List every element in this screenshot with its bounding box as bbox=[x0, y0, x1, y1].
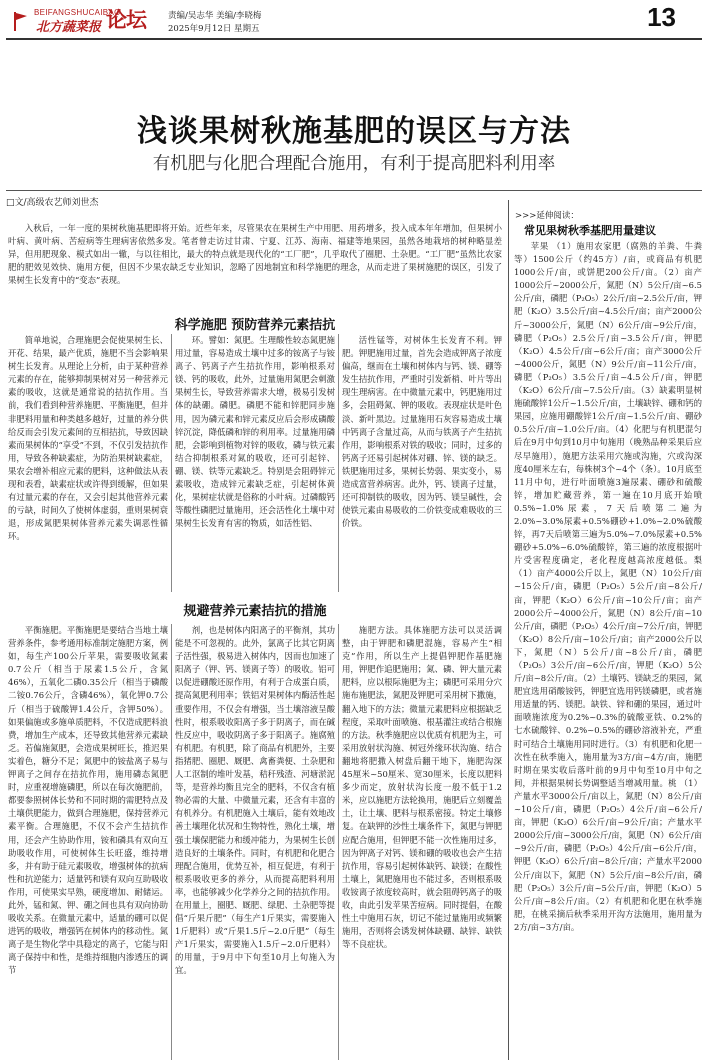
section1-col2-text: 环。譬如：氮肥。生理酸性较态氮肥施用过量，容易造成土壤中过多的铵离子与铵离子、钙离子产生拮抗作用，影响根系对镁、钙的吸收，此外，过量施用氮肥会刺激果树生长，导致营养需求大增，极易引发树体的缺硼。磷肥。磷肥不能和锌肥同步施用，因为磷元素和锌元素反应后会形成磷酸锌沉淀，降低磷和锌的利用率。过量施用磷肥，会影响到植物对锌的吸收，磷与铁元素结合抑制根系对氮的吸收，还可引起锌、硼、镁、铁等元素缺乏。特别是会阻碍锌元素吸收，造成锌元素缺乏症，引起树体黄化，果树症状就是俗称的小叶病。过磷酸钙等酸性磷肥过量施用，还会活性化土壤中对果树生长发育有害的物质，如活性铝、 bbox=[175, 335, 335, 529]
issue-date: 2025年9月12日 星期五 bbox=[168, 24, 260, 34]
paper-logo: 北方蔬菜报 bbox=[36, 20, 102, 35]
article-subtitle: 有机肥与化肥合理配合施用，有利于提高肥料利用率 bbox=[152, 154, 556, 174]
article-title: 浅谈果树秋施基肥的误区与方法 bbox=[137, 114, 571, 149]
section2-col2-text: 剂，也是树体内阳离子的平衡剂，其功能是不可忽视的。此外，氯离子比其它阴离子活性强，极易进入树体内，因而也加速了阳离子（钾、钙、镁离子等）的吸收。铝可以促进硼酸还原作用，有利于合成蛋白质，提高氮肥利用率；铁铝对果树体内酶活性起重要作用，不仅会有增强，当土壤溶液呈酸性时，根系吸收阳离子多于阴离子，而在碱性反应中，吸收阴离子多于阳离子。施腐殖有机肥。有机肥，除了商品有机肥外，主要指猪肥、圈肥、厩肥、禽畜粪便、土杂肥和人工沤制的堆叶发基，秸秆残渣、河塘淤泥等，是营养均衡且完全的肥料，不仅含有植物必需的大量、中微量元素，还含有丰富的有机养分。有机肥施入土壤后，能有效地改善土壤理化状况和生物特性，熟化土壤，增强土壤保肥能力和缓冲能力，为果树生长创造良好的土壤条件。同时，有机肥和化肥合理配合施用，优势互补，相互促进，有利于根系吸收更多的养分，从而提高肥料利用率，也能够减少化学养分之间的拮抗作用。在用量上，圈肥、厩肥、绿肥、土杂肥等提倡“斤果斤肥”（每生产1斤果实，需要施入1斤肥料）或“斤果1.5斤~2.0斤肥”（每生产1斤果实，需要施入1.5斤~2.0斤肥料）的用量，于9月中下旬至10月上旬施入为宜。 bbox=[175, 625, 335, 976]
page-number: 13 bbox=[647, 2, 676, 32]
column-divider bbox=[338, 334, 339, 592]
sidebar-title: 常见果树秋季基肥用量建议 bbox=[524, 224, 656, 237]
section-name: 论坛 bbox=[106, 8, 146, 32]
section1-column-3 bbox=[342, 334, 502, 592]
paper-latin-name: BEIFANGSHUCAIBAO bbox=[34, 8, 121, 17]
section2-col3-text: 施肥方法。具体施肥方法可以灵活调整，由于钾肥和磷肥混施，容易产生“相克”作用，所以生产上提倡钾肥作基肥施用，钾肥作追肥施用；氮、磷、钾大量元素肥料，应以根际施肥为主；磷肥可采用分穴施布施肥法，氮肥及钾肥可采用树下撒施，翻入地下的方法；微量元素肥料应根据缺乏程度，采取叶面喷施、根基灌注或结合根施的方法。秋季施肥应以优质有机肥为主，可采用放射状沟施、树冠外缘环状沟施、结合翻地将肥撒入树盘后翻干地下，施肥沟深45厘米~50厘米、宽30厘米，长度以肥料多少而定，放射状沟长度一般不低于1.2米，应以施肥方法轮换用，施肥后立刻覆盖土，让土壤、肥料与根系密接。特定土壤修复。在缺钾的沙性土壤条件下，氮肥与钾肥应配合施用，但钾肥不能一次性施用过多，因为钾离子对钙、镁和硼的吸收也会产生拮抗作用，容易引起树体缺钙、缺镁；在酸性土壤上，氮肥施用也不能过多，否则根系吸收铵离子浓度较高时，就会阻碍钙离子的吸收，由此引发苹果苦痘病。同时提倡，在酸性土中施用石灰，切记不能过量施用或频繁施用，否则将会诱发树体缺硼、缺锌、缺铁等不良症状。 bbox=[342, 625, 502, 950]
section2-column-2 bbox=[175, 624, 335, 1060]
masthead-rule bbox=[6, 38, 702, 40]
section1-col3-text: 活性锰等，对树体生长发育不利。钾肥。钾肥施用过量，首先会造成钾离子浓度偏高，继而在土壤和树体内与钙、镁、硼等发生拮抗作用，严重时引发新梢、叶片等出现生理病害。在中微量元素中，钙肥施用过多，会阻碍氮、钾的吸收。表现症状是叶色淡、新叶黑边。过量施用石灰容易造成土壤中钙离子含量过高，从而与铁离子产生拮抗作用，影响根系对铁的吸收；同时，过多的钙离子还易引起树体对硼、锌、镁的缺乏。铁肥施用过多，果树长势弱、果实变小，易造成富营养病害。此外，钙、镁离子过量，还可抑制铁的吸收，因为钙、镁呈碱性，会使铁元素由易吸收的二价铁变成难吸收的三价铁。 bbox=[342, 335, 502, 529]
further-reading-tag: >>>延伸阅读： bbox=[515, 211, 579, 221]
section2-column-1 bbox=[8, 624, 168, 1060]
section1-col1-text: 简单地说，合理施肥会促使果树生长、开花、结果，最产优质，施肥不当会影响果树生长发育。从理论上分析，由于某种营养元素的存在，能够抑制果树对另一种营养元素的吸收，这就是通常说的拮抗作用。当前，我们看到种营养施肥、平衡施肥，但并非肥料用量和种类越多越好，过量的养分供给反而会引发元素间的互相拮抗，导致因缺素而果树体的“享受”不到，不仅引发拮抗作用，导致各种缺素症，为防治果树缺素症，果农会增补相应元素的肥料，这种做法从表现和表看，缺素症状或许得到缓解，但如果有过量元素的存在，又会引起其他营养元素的亏缺，时间久了使树体虚弱，重则果树衰退，形成氮肥果树体营养元素失调恶性循环。 bbox=[8, 335, 168, 542]
section2-col1-text: 平衡施肥。平衡施肥是要结合当地土壤营养条件，参考通用标准制定施肥方案，例如，每生产100公斤苹果，需要吸收氮素0.7公斤（相当于尿素1.5公斤，含氮46%），五氧化二磷0.35公斤（相当于磷酸二铵0.76公斤，含磷46%），氧化钾0.7公斤（相当于硫酸钾1.4公斤，含钾50%）。如果偏施或多施单质肥料，不仅造成肥料浪费，增加生产成本，还导致其他营养元素缺乏。若偏施氮肥，会造成果树旺长，推迟果实着色，糖分不足；氮肥中的铵盐离子易与钾离子之间存在拮抗作用，施用磷态氮肥时，应重视增施磷肥，所以在每次施肥前，都要参照树体长势和不同时期的需肥特点及土壤供肥能力，做到合理施肥，保持营养元素平衡。合理施肥，不仅不会产生拮抗作用，还会产生协助作用，铵和磷具有双向互助吸收作用，可使树体生长旺盛，维持增多，并有助于硅元素吸收，增强树体的抗病性和抗逆能力；适量钙和镁有双向互助吸收作用，可使果实早熟，硬度增加、耐储运。此外，锰和氮、钾、硼之间也具有双向协助吸收关系。在微量元素中，适量的硼可以促进钙的吸收，增强钙在树体内的移动性。氮离子是生物化学中具稳定的离子，它能与阳离子保持中和性，是维持细胞内渗透压的调节 bbox=[8, 625, 168, 976]
section1-heading: 科学施肥 预防营养元素拮抗 bbox=[174, 318, 336, 333]
byline: □文/高级农艺师刘世杰 bbox=[6, 198, 99, 208]
masthead bbox=[6, 4, 702, 36]
editors-credit: 责编/吴志华 美编/李晓梅 bbox=[168, 11, 262, 21]
sidebar-divider bbox=[508, 200, 509, 1060]
column-divider bbox=[338, 624, 339, 1060]
section2-column-3 bbox=[342, 624, 502, 1060]
intro-text: 入秋后，一年一度的果树秋施基肥即将开始。近些年来，尽管果农在果树生产中用肥、用药增多，投入成本年年增加，但果树小叶病、黄叶病、苦痘病等生理病害依然多发。笔者曾走访过甘肃、宁夏、江苏、海南、福建等地果园，虽然各地栽培的树种略显差异，但用肥现象、模式如出一辙，与以往相比，最大的特点就是现代化的“工厂肥”，几乎取代了圈肥、土杂肥。“工厂肥”虽然比农家肥的肥效见效快、施用方便，但因不少果农缺乏专业知识，忽略了因地制宜和科学施肥的理念，从而走进了果树施肥的误区，引发了果树生长发育中的“变态”表现。 bbox=[8, 223, 502, 286]
column-divider bbox=[171, 624, 172, 1060]
intro-paragraph bbox=[8, 222, 502, 314]
column-divider bbox=[171, 334, 172, 592]
sidebar-body bbox=[514, 240, 702, 1060]
section2-heading: 规避营养元素拮抗的措施 bbox=[183, 604, 327, 619]
sidebar-text: 苹果 （1）施用农家肥（腐熟的羊粪、牛粪等）1500公斤（约45方）/亩，或商品有机肥1000公斤/亩，或饼肥200公斤/亩。（2）亩产1000公斤~2000公斤，氮肥（N）5公斤/亩~6.5公斤/亩，磷肥（P₂O₅）2公斤/亩~2.5公斤/亩，钾肥（K₂O）3.5公斤/亩~4.5公斤/亩；亩产2000公斤~3000公斤，氮肥（N）6公斤/亩~9公斤/亩，磷肥（P₂O₅）2.5公斤/亩~3.5公斤/亩，钾肥（K₂O）4.5公斤/亩~6公斤/亩；亩产3000公斤~4000公斤，氮肥（N）9公斤/亩~11公斤/亩，磷肥（P₂O₅）3.5公斤/亩~4.5公斤/亩，钾肥（K₂O）6公斤/亩~7.5公斤/亩。（3）缺素明显树施硫酸锌1公斤~1.5公斤/亩，土壤缺锌、硼和钙的果园，应施用硼酸锌1公斤/亩~1.5公斤/亩、硼砂0.5公斤/亩~1.0公斤/亩。（4）化肥与有机肥混匀后在9月中旬到10月中旬施用（晚熟品种采果后应尽早施用），施肥方法采用穴施或沟施，穴或沟深度40厘米左右，每株树3个~4个（条）。10月底至11月中旬，进行叶面喷施3遍尿素、硼砂和硫酸锌，增加贮藏营养，第一遍在10月底开始喷0.5%~1.0%尿素，7天后喷第二遍为2.0%~3.0%尿素+0.5%硼砂+1.0%~2.0%硫酸锌，再7天后喷第三遍为5.0%~7.0%尿素+0.5%硼砂+5.0%~6.0%硫酸锌，第三遍的浓度根据叶片受害程度确定，老化程度越高浓度越低。梨 （1）亩产4000公斤以上，氮肥（N）10公斤/亩~15公斤/亩，磷肥（P₂O₅）5公斤/亩~8公斤/亩，钾肥（K₂O）6公斤/亩~10公斤/亩；亩产2000公斤~4000公斤，氮肥（N）8公斤/亩~10公斤/亩，磷肥（P₂O₅）4公斤/亩~7公斤/亩，钾肥（K₂O）8公斤/亩~10公斤/亩；亩产2000公斤以下，氮肥（N）5公斤/亩~8公斤/亩，磷肥（P₂O₅）3公斤/亩~6公斤/亩，钾肥（K₂O）5公斤/亩~8公斤/亩。（2）土壤钙、镁缺乏的果园，氮肥宜选用硝酸铵钙，钾肥宜选用钙镁磷肥，或者施用适量的钙、镁肥。缺铁、锌和硼的果园，通过叶面喷施浓度为0.2%~0.3%的硫酸亚铁、0.2%的七水硫酸锌、0.2%~0.5%的硼砂溶液补充，严重时可结合土壤施用同时进行。（3）有机肥和化肥一次性在秋季施入，施用量为3方/亩~4方/亩，施肥时期在果实收后落叶前的9月中旬至10月中旬之间，并根据果树长势调整适当增减用量。桃 （1）产量水平3000公斤/亩以上，氮肥（N）8公斤/亩~10公斤/亩，磷肥（P₂O₅）4公斤/亩~6公斤/亩，钾肥（K₂O）6公斤/亩~9公斤/亩；产量水平2000公斤/亩~3000公斤/亩，氮肥（N）6公斤/亩~9公斤/亩，磷肥（P₂O₅）4公斤/亩~6公斤/亩，钾肥（K₂O）6公斤/亩~8公斤/亩；产量水平2000公斤/亩以下，氮肥（N）5公斤/亩~8公斤/亩，磷肥（P₂O₅）3公斤/亩~5公斤/亩，钾肥（K₂O）5公斤/亩~8公斤/亩。（2）有机肥和化肥在秋季施肥，在桃采摘后秋季采用开沟方法施用，施用量为2方/亩~3方/亩。 bbox=[514, 241, 702, 932]
section1-column-2 bbox=[175, 334, 335, 592]
section1-column-1 bbox=[8, 334, 168, 592]
flag-icon bbox=[12, 10, 30, 32]
title-rule bbox=[6, 190, 702, 191]
